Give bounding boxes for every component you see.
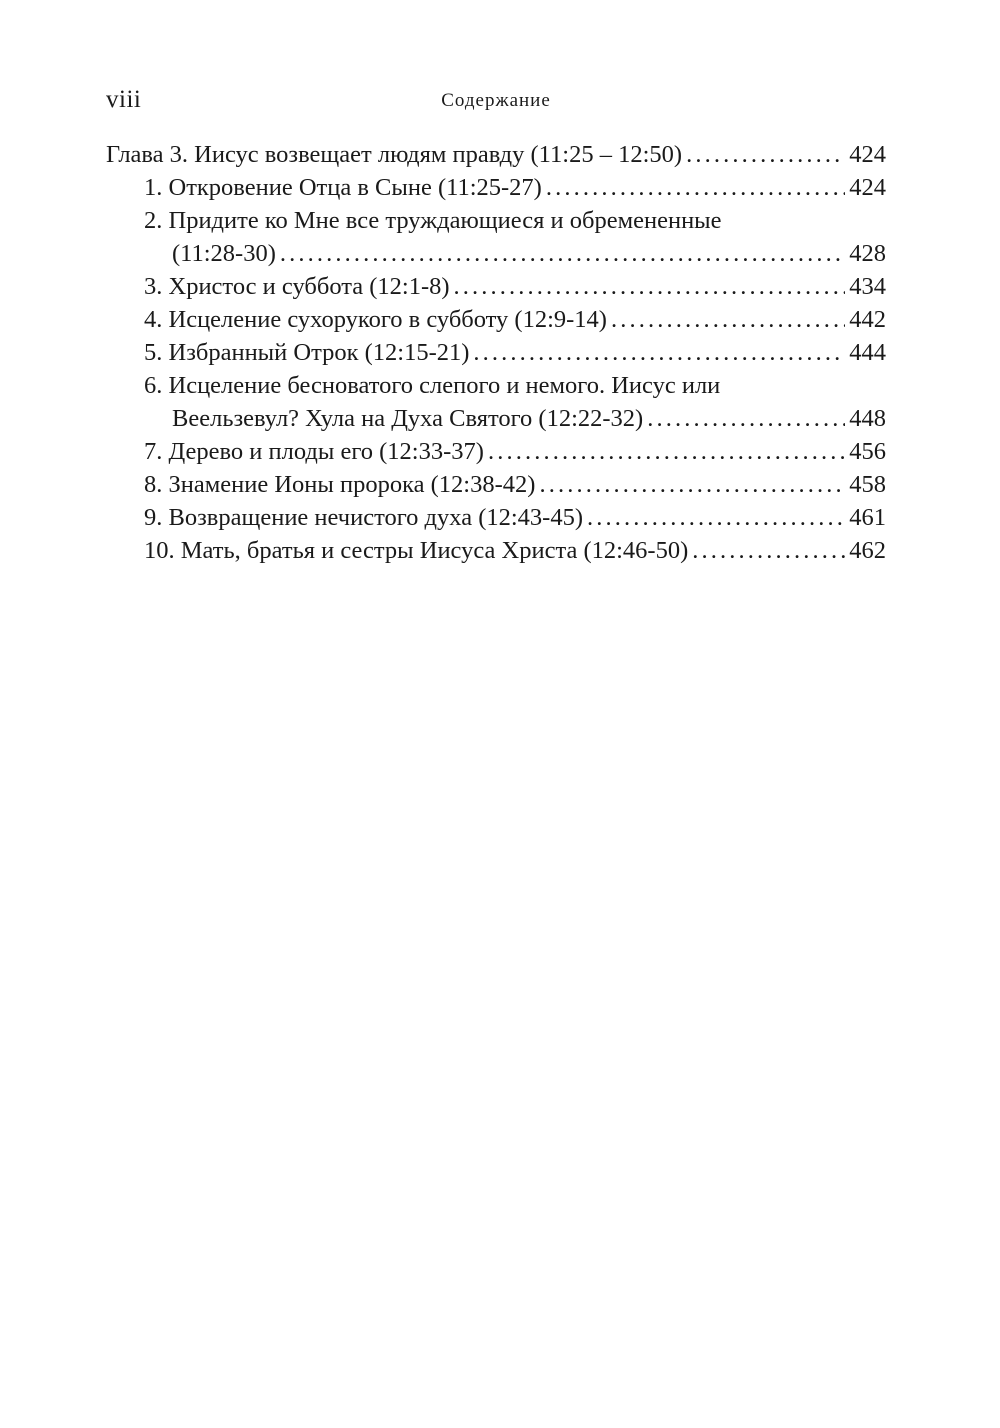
toc-section-entry[interactable] bbox=[106, 435, 886, 468]
dot-leader bbox=[647, 402, 845, 435]
toc-entry-page: 442 bbox=[849, 306, 886, 333]
toc-entry-page: 462 bbox=[849, 537, 886, 564]
toc-entry-page: 434 bbox=[849, 273, 886, 300]
toc-section-entry[interactable] bbox=[106, 534, 886, 567]
toc-entry-title: 8. Знамение Ионы пророка (12:38-42) bbox=[144, 471, 536, 498]
page-header bbox=[106, 86, 886, 118]
toc-section-entry[interactable] bbox=[106, 369, 886, 435]
dot-leader bbox=[280, 237, 845, 270]
toc-entry-title: 7. Дерево и плоды его (12:33-37) bbox=[144, 438, 484, 465]
dot-leader bbox=[692, 534, 845, 567]
toc-entry-title: 10. Мать, братья и сестры Иисуса Христа (12:46-50) bbox=[144, 537, 689, 564]
toc-entry-page: 456 bbox=[849, 438, 886, 465]
dot-leader bbox=[587, 501, 845, 534]
table-of-contents bbox=[106, 138, 886, 567]
toc-entry-title-line1: 6. Исцеление бесноватого слепого и немого. Иисус или bbox=[144, 372, 721, 399]
dot-leader bbox=[454, 270, 846, 303]
page-number: viii bbox=[106, 86, 142, 113]
toc-section-entry[interactable] bbox=[106, 468, 886, 501]
toc-section-entry[interactable] bbox=[106, 501, 886, 534]
toc-entry-page: 444 bbox=[849, 339, 886, 366]
dot-leader bbox=[611, 303, 845, 336]
toc-chapter-entry[interactable] bbox=[106, 138, 886, 171]
toc-entry-title-line1: 2. Придите ко Мне все труждающиеся и обремененные bbox=[144, 207, 722, 234]
toc-entry-title: 9. Возвращение нечистого духа (12:43-45) bbox=[144, 504, 583, 531]
toc-entry-page: 461 bbox=[849, 504, 886, 531]
toc-entry-title: Веельзевул? Хула на Духа Святого (12:22-32) bbox=[172, 405, 644, 432]
dot-leader bbox=[488, 435, 845, 468]
toc-entry-page: 448 bbox=[849, 405, 886, 432]
toc-entry-title: 5. Избранный Отрок (12:15-21) bbox=[144, 339, 470, 366]
toc-entry-page: 458 bbox=[849, 471, 886, 498]
toc-section-entry[interactable] bbox=[106, 270, 886, 303]
toc-section-entry[interactable] bbox=[106, 303, 886, 336]
toc-section-entry[interactable] bbox=[106, 171, 886, 204]
dot-leader bbox=[686, 138, 845, 171]
dot-leader bbox=[546, 171, 845, 204]
toc-section-entry[interactable] bbox=[106, 204, 886, 270]
toc-entry-title: 1. Откровение Отца в Сыне (11:25-27) bbox=[144, 174, 542, 201]
toc-entry-page: 428 bbox=[849, 240, 886, 267]
running-title: Содержание bbox=[441, 90, 551, 111]
toc-entry-page: 424 bbox=[849, 141, 886, 168]
toc-entry-page: 424 bbox=[849, 174, 886, 201]
toc-entry-title: 3. Христос и суббота (12:1-8) bbox=[144, 273, 450, 300]
toc-section-entry[interactable] bbox=[106, 336, 886, 369]
dot-leader bbox=[539, 468, 845, 501]
toc-entry-title: (11:28-30) bbox=[172, 240, 276, 267]
toc-entry-title: 4. Исцеление сухорукого в субботу (12:9-14) bbox=[144, 306, 607, 333]
dot-leader bbox=[473, 336, 845, 369]
toc-entry-title: Глава 3. Иисус возвещает людям правду (11:25 – 12:50) bbox=[106, 141, 683, 168]
